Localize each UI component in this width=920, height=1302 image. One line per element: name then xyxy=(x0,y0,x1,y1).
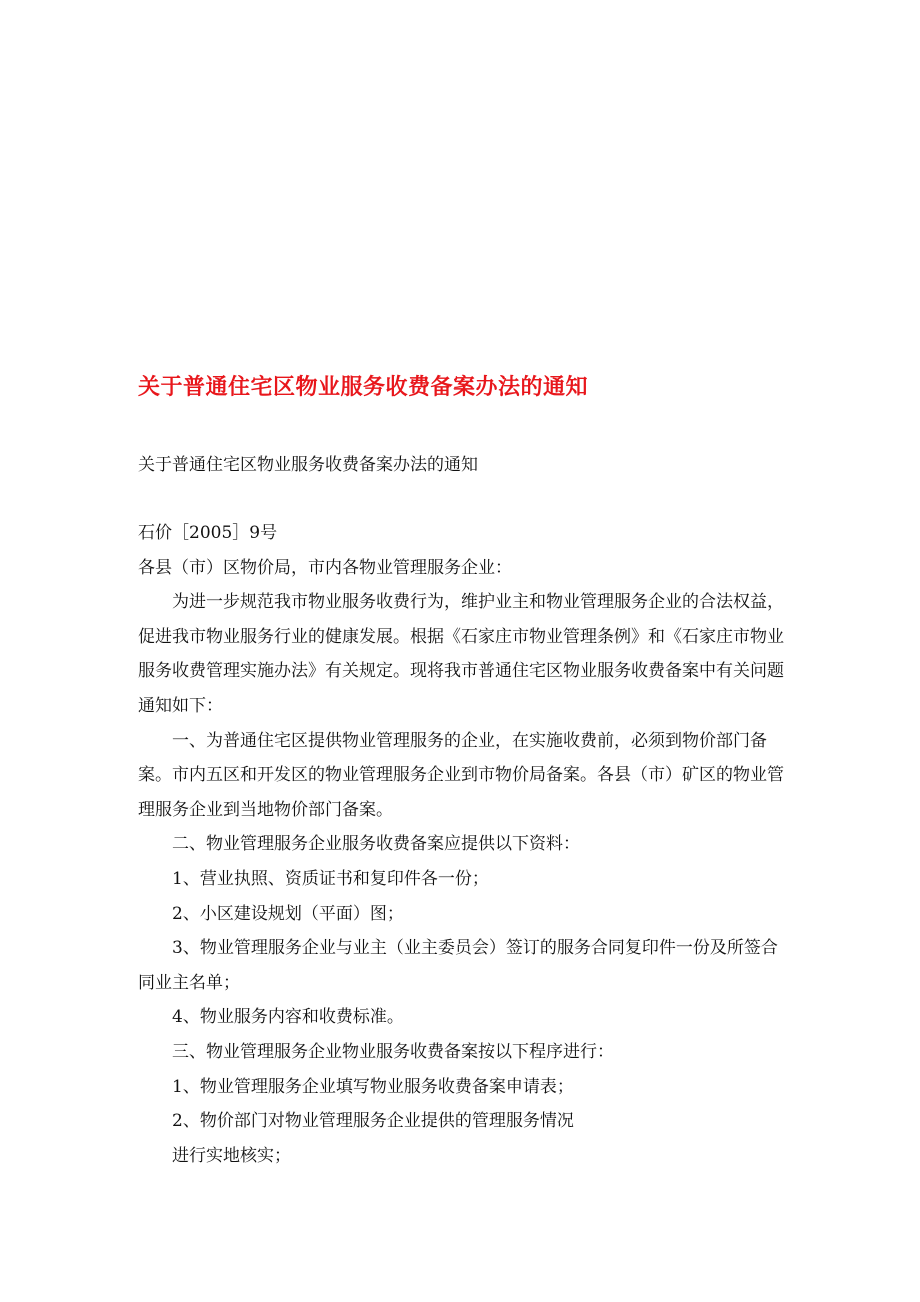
list-item: 1、物业管理服务企业填写物业服务收费备案申请表； xyxy=(172,1076,574,1097)
document-title: 关于普通住宅区物业服务收费备案办法的通知 xyxy=(138,375,589,400)
list-item: 进行实地核实； xyxy=(172,1145,291,1166)
document-number: 石价［2005］9号 xyxy=(138,523,278,543)
paragraph-section-2: 二、物业管理服务企业服务收费备案应提供以下资料： xyxy=(172,834,580,855)
list-item: 1、营业执照、资质证书和复印件各一份； xyxy=(172,868,489,889)
list-item: 3、物业管理服务企业与业主（业主委员会）签订的服务合同复印件一份及所签合同业主名单； xyxy=(138,938,778,993)
paragraph-section-1: 一、为普通住宅区提供物业管理服务的企业，在实施收费前，必须到物价部门备案。市内五区和开发区的物业管理服务企业到市物价局备案。各县（市）矿区的物业管理服务企业到当地物价部门备案。 xyxy=(138,730,784,820)
document-subtitle: 关于普通住宅区物业服务收费备案办法的通知 xyxy=(138,455,478,475)
addressee: 各县（市）区物价局，市内各物业管理服务企业： xyxy=(138,557,512,578)
paragraph-intro: 为进一步规范我市物业服务收费行为，维护业主和物业管理服务企业的合法权益，促进我市物业服务行业的健康发展。根据《石家庄市物业管理条例》和《石家庄市物业服务收费管理实施办法》有关规定。现将我市普通住宅区物业服务收费备案中有关问题通知如下： xyxy=(138,592,784,716)
paragraph-section-3: 三、物业管理服务企业物业服务收费备案按以下程序进行： xyxy=(172,1041,614,1062)
list-item: 2、小区建设规划（平面）图； xyxy=(172,903,404,924)
list-item: 4、物业服务内容和收费标准。 xyxy=(172,1007,404,1028)
document-body xyxy=(138,516,788,1173)
list-item: 2、物价部门对物业管理服务企业提供的管理服务情况 xyxy=(172,1111,574,1132)
